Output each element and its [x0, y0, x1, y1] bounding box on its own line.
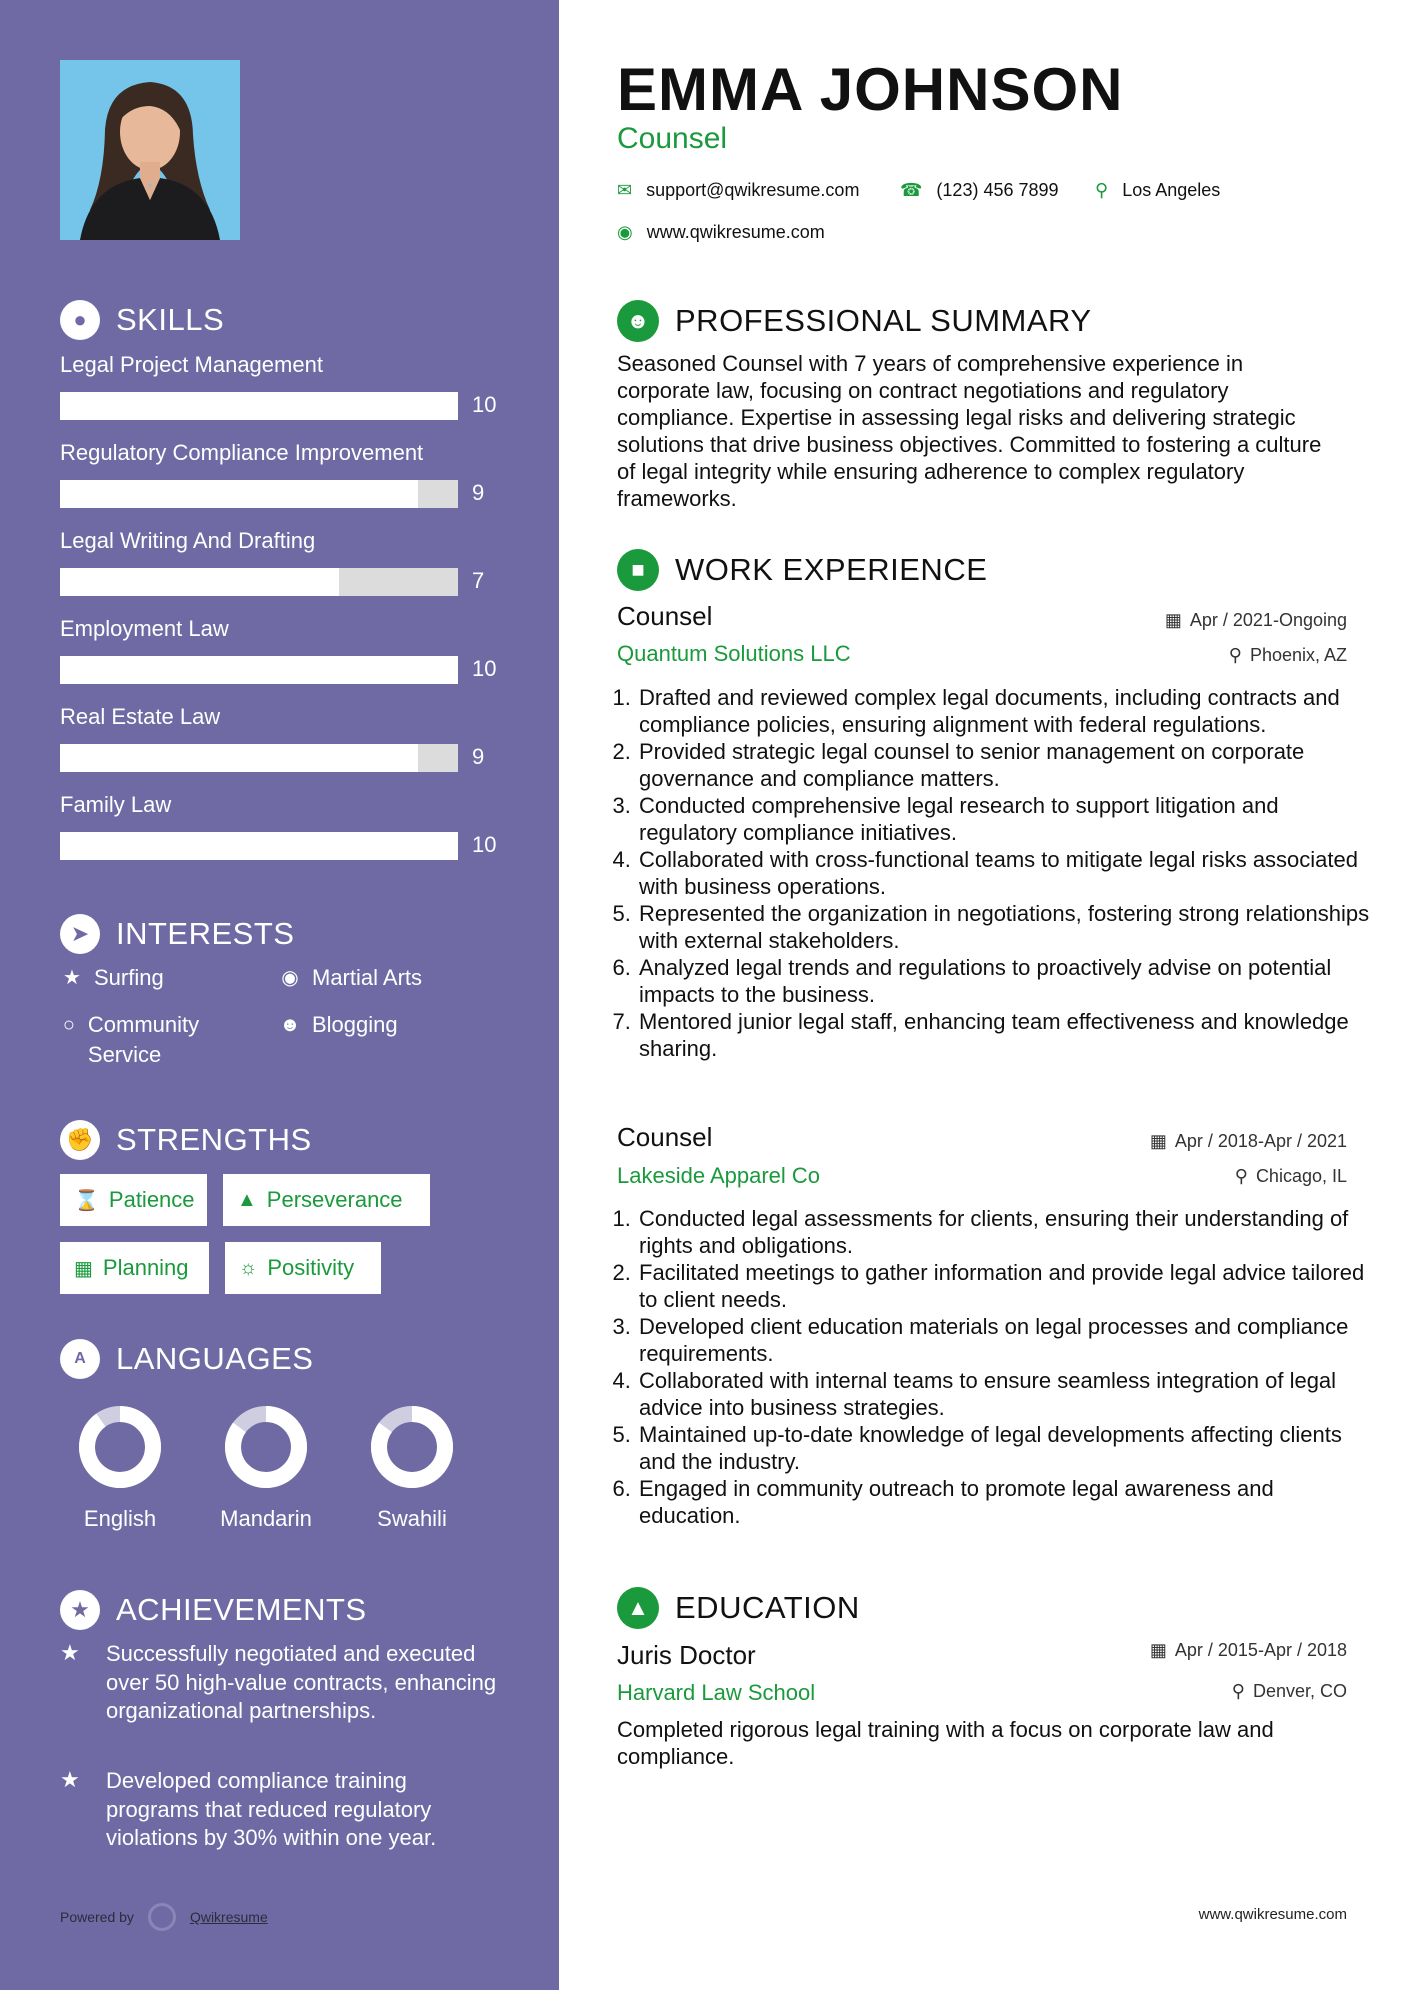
pin-icon: ⚲: [1231, 1681, 1245, 1701]
achievement-item: ★ Developed compliance training programs that reduced regulatory violations by 30% within one year.: [60, 1767, 500, 1853]
strength-badge: ▦ Planning: [60, 1242, 209, 1294]
calendar-icon: ▦: [1149, 1131, 1167, 1151]
candidate-title: Counsel: [617, 122, 728, 155]
school: Harvard Law School: [617, 1680, 816, 1705]
email-link[interactable]: support@qwikresume.com: [646, 180, 860, 200]
calendar-icon: ▦: [1164, 610, 1182, 630]
skill-value: 7: [472, 568, 485, 593]
users-icon: ☻: [279, 1014, 301, 1036]
star-icon: ★: [60, 1640, 80, 1665]
website-link[interactable]: www.qwikresume.com: [646, 222, 825, 242]
language-icon: A: [60, 1339, 100, 1379]
globe-icon: ◉: [617, 222, 633, 242]
website-contact: [617, 222, 825, 243]
skill-item: [60, 704, 510, 769]
briefcase-icon: ■: [617, 549, 659, 591]
graduation-cap-icon: ▲: [617, 1587, 659, 1629]
skill-name: Legal Writing And Drafting: [60, 528, 316, 553]
language-item: [206, 1402, 326, 1532]
skill-bar-fill: [60, 392, 458, 420]
footer-url[interactable]: www.qwikresume.com: [1198, 1906, 1347, 1923]
profile-photo: [60, 60, 240, 240]
skill-bar-fill: [60, 656, 458, 684]
job-company: Lakeside Apparel Co: [617, 1163, 821, 1188]
job-bullets: [617, 1205, 1377, 1529]
skill-bar: [60, 832, 458, 860]
phone-icon: ☎: [900, 180, 923, 200]
job-bullet: 4. Collaborated with internal teams to ensure seamless integration of legal advice into business strategies.: [637, 1367, 1377, 1421]
sidebar: [0, 0, 559, 1990]
email-contact: [617, 180, 859, 201]
hourglass-icon: ⌛: [74, 1189, 99, 1212]
sun-icon: ☼: [239, 1256, 258, 1279]
job-location: ⚲ Phoenix, AZ: [1228, 645, 1347, 665]
lightbulb-icon: ●: [60, 300, 100, 340]
skill-bar-fill: [60, 568, 339, 596]
globe-icon: ◉: [281, 967, 299, 989]
strength-badge: ▲ Perseverance: [223, 1174, 430, 1226]
skill-bar: [60, 656, 458, 684]
strength-badge: ☼ Positivity: [225, 1242, 381, 1294]
fist-icon: ✊: [60, 1120, 100, 1160]
skill-item: [60, 616, 510, 681]
skill-bar: [60, 744, 458, 772]
interest-item: ★ Surfing: [60, 963, 164, 993]
interest-item: ☻ Blogging: [278, 1010, 398, 1040]
pin-icon: ⚲: [1228, 645, 1242, 665]
star-icon: ★: [63, 967, 81, 989]
job-bullet: 2. Facilitated meetings to gather information and provide legal advice tailored to client needs.: [637, 1259, 1377, 1313]
candidate-name: EMMA JOHNSON: [617, 56, 1124, 123]
pin-icon: ⚲: [1234, 1166, 1248, 1186]
skill-name: Real Estate Law: [60, 704, 221, 729]
brand-link[interactable]: Qwikresume: [189, 1909, 268, 1925]
language-ring: [221, 1402, 311, 1492]
job-bullet: 2. Provided strategic legal counsel to senior management on corporate governance and compliance matters.: [637, 738, 1377, 792]
job-bullet: 1. Drafted and reviewed complex legal documents, including contracts and compliance policies, ensuring alignment with federal regulations.: [637, 684, 1377, 738]
education-date: ▦ Apr / 2015-Apr / 2018: [1149, 1640, 1347, 1660]
job-title: Counsel: [617, 1122, 713, 1152]
strength-badge: ⌛ Patience: [60, 1174, 207, 1226]
phone-contact: ☎ (123) 456 7899: [900, 180, 1059, 200]
job-bullet: 7. Mentored junior legal staff, enhancing team effectiveness and knowledge sharing.: [637, 1008, 1377, 1062]
skill-bar-fill: [60, 480, 418, 508]
user-icon: ☻: [617, 300, 659, 342]
education-description: Completed rigorous legal training with a focus on corporate law and compliance.: [617, 1717, 1274, 1769]
location-contact: ⚲ Los Angeles: [1095, 180, 1221, 200]
education-heading: ▲ EDUCATION: [617, 1587, 860, 1629]
main-content: [559, 0, 1407, 1990]
interest-item: ◉ Martial Arts: [278, 963, 422, 993]
experience-heading: ■ WORK EXPERIENCE: [617, 549, 987, 591]
job-bullet: 1. Conducted legal assessments for clients, ensuring their understanding of rights and obligations.: [637, 1205, 1377, 1259]
skill-bar-fill: [60, 744, 418, 772]
job-bullet: 6. Analyzed legal trends and regulations to proactively advise on potential impacts to the business.: [637, 954, 1377, 1008]
language-name: English: [83, 1506, 157, 1531]
job-date: ▦ Apr / 2021-Ongoing: [1164, 610, 1347, 630]
skill-item: [60, 440, 510, 505]
envelope-icon: ✉: [617, 180, 633, 200]
skill-value: 10: [472, 832, 497, 857]
skill-bar-fill: [60, 832, 458, 860]
job-bullet: 5. Represented the organization in negotiations, fostering strong relationships with external stakeholders.: [637, 900, 1377, 954]
language-ring: [75, 1402, 165, 1492]
summary-text: Seasoned Counsel with 7 years of comprehensive experience in corporate law, focusing on contract negotiations and regulatory compliance. Expertise in assessing legal risks and delivering strategic solutions that drive business objectives. Committed to fostering a culture of legal integrity while ensuring adherence to complex regulatory frameworks.: [617, 351, 1322, 511]
job-company: Quantum Solutions LLC: [617, 641, 851, 666]
skill-value: 10: [472, 656, 497, 681]
job-bullets: [617, 684, 1377, 1062]
degree: Juris Doctor: [617, 1640, 756, 1670]
star-icon: ★: [60, 1767, 80, 1792]
languages-heading: A LANGUAGES: [60, 1339, 313, 1379]
skill-item: [60, 528, 510, 593]
language-ring: [367, 1402, 457, 1492]
job-location: ⚲ Chicago, IL: [1234, 1166, 1347, 1186]
skill-bar: [60, 480, 458, 508]
interest-item: ○ Community Service: [60, 1010, 230, 1070]
job-bullet: 3. Developed client education materials on legal processes and compliance requirements.: [637, 1313, 1377, 1367]
language-item: [352, 1402, 472, 1532]
calendar-icon: ▦: [74, 1257, 93, 1280]
job-bullet: 4. Collaborated with cross-functional teams to mitigate legal risks associated with business operations.: [637, 846, 1377, 900]
skill-value: 10: [472, 392, 497, 417]
skill-value: 9: [472, 480, 485, 505]
skill-name: Family Law: [60, 792, 172, 817]
interests-heading: ➤ INTERESTS: [60, 914, 294, 954]
job-bullet: 3. Conducted comprehensive legal research to support litigation and regulatory compliance initiatives.: [637, 792, 1377, 846]
skill-name: Employment Law: [60, 616, 229, 641]
skill-bar: [60, 392, 458, 420]
job-date: ▦ Apr / 2018-Apr / 2021: [1149, 1131, 1347, 1151]
map-pin-icon: ⚲: [1095, 180, 1109, 200]
powered-by: Powered by Qwikresume: [60, 1903, 268, 1931]
achievements-heading: ★ ACHIEVEMENTS: [60, 1590, 367, 1630]
skill-item: [60, 352, 510, 417]
paper-plane-icon: ➤: [60, 914, 100, 954]
summary-heading: ☻ PROFESSIONAL SUMMARY: [617, 300, 1092, 342]
qwikresume-logo-icon: [148, 1903, 176, 1931]
award-icon: ★: [60, 1590, 100, 1630]
language-name: Swahili: [377, 1506, 447, 1531]
skill-value: 9: [472, 744, 485, 769]
achievement-item: ★ Successfully negotiated and executed over 50 high-value contracts, enhancing organizational partnerships.: [60, 1640, 500, 1726]
skill-name: Regulatory Compliance Improvement: [60, 440, 424, 465]
strengths-heading: ✊ STRENGTHS: [60, 1120, 312, 1160]
language-name: Mandarin: [220, 1506, 312, 1531]
hand-icon: ○: [62, 1014, 75, 1036]
skill-name: Legal Project Management: [60, 352, 323, 377]
job-title: Counsel: [617, 601, 713, 631]
road-icon: ▲: [237, 1188, 257, 1211]
calendar-icon: ▦: [1149, 1640, 1167, 1660]
skill-bar: [60, 568, 458, 596]
education-location: ⚲ Denver, CO: [1231, 1681, 1347, 1701]
job-bullet: 6. Engaged in community outreach to promote legal awareness and education.: [637, 1475, 1377, 1529]
skills-heading: ● SKILLS: [60, 300, 224, 340]
skill-item: [60, 792, 510, 857]
job-bullet: 5. Maintained up-to-date knowledge of legal developments affecting clients and the industry.: [637, 1421, 1377, 1475]
language-item: [60, 1402, 180, 1532]
